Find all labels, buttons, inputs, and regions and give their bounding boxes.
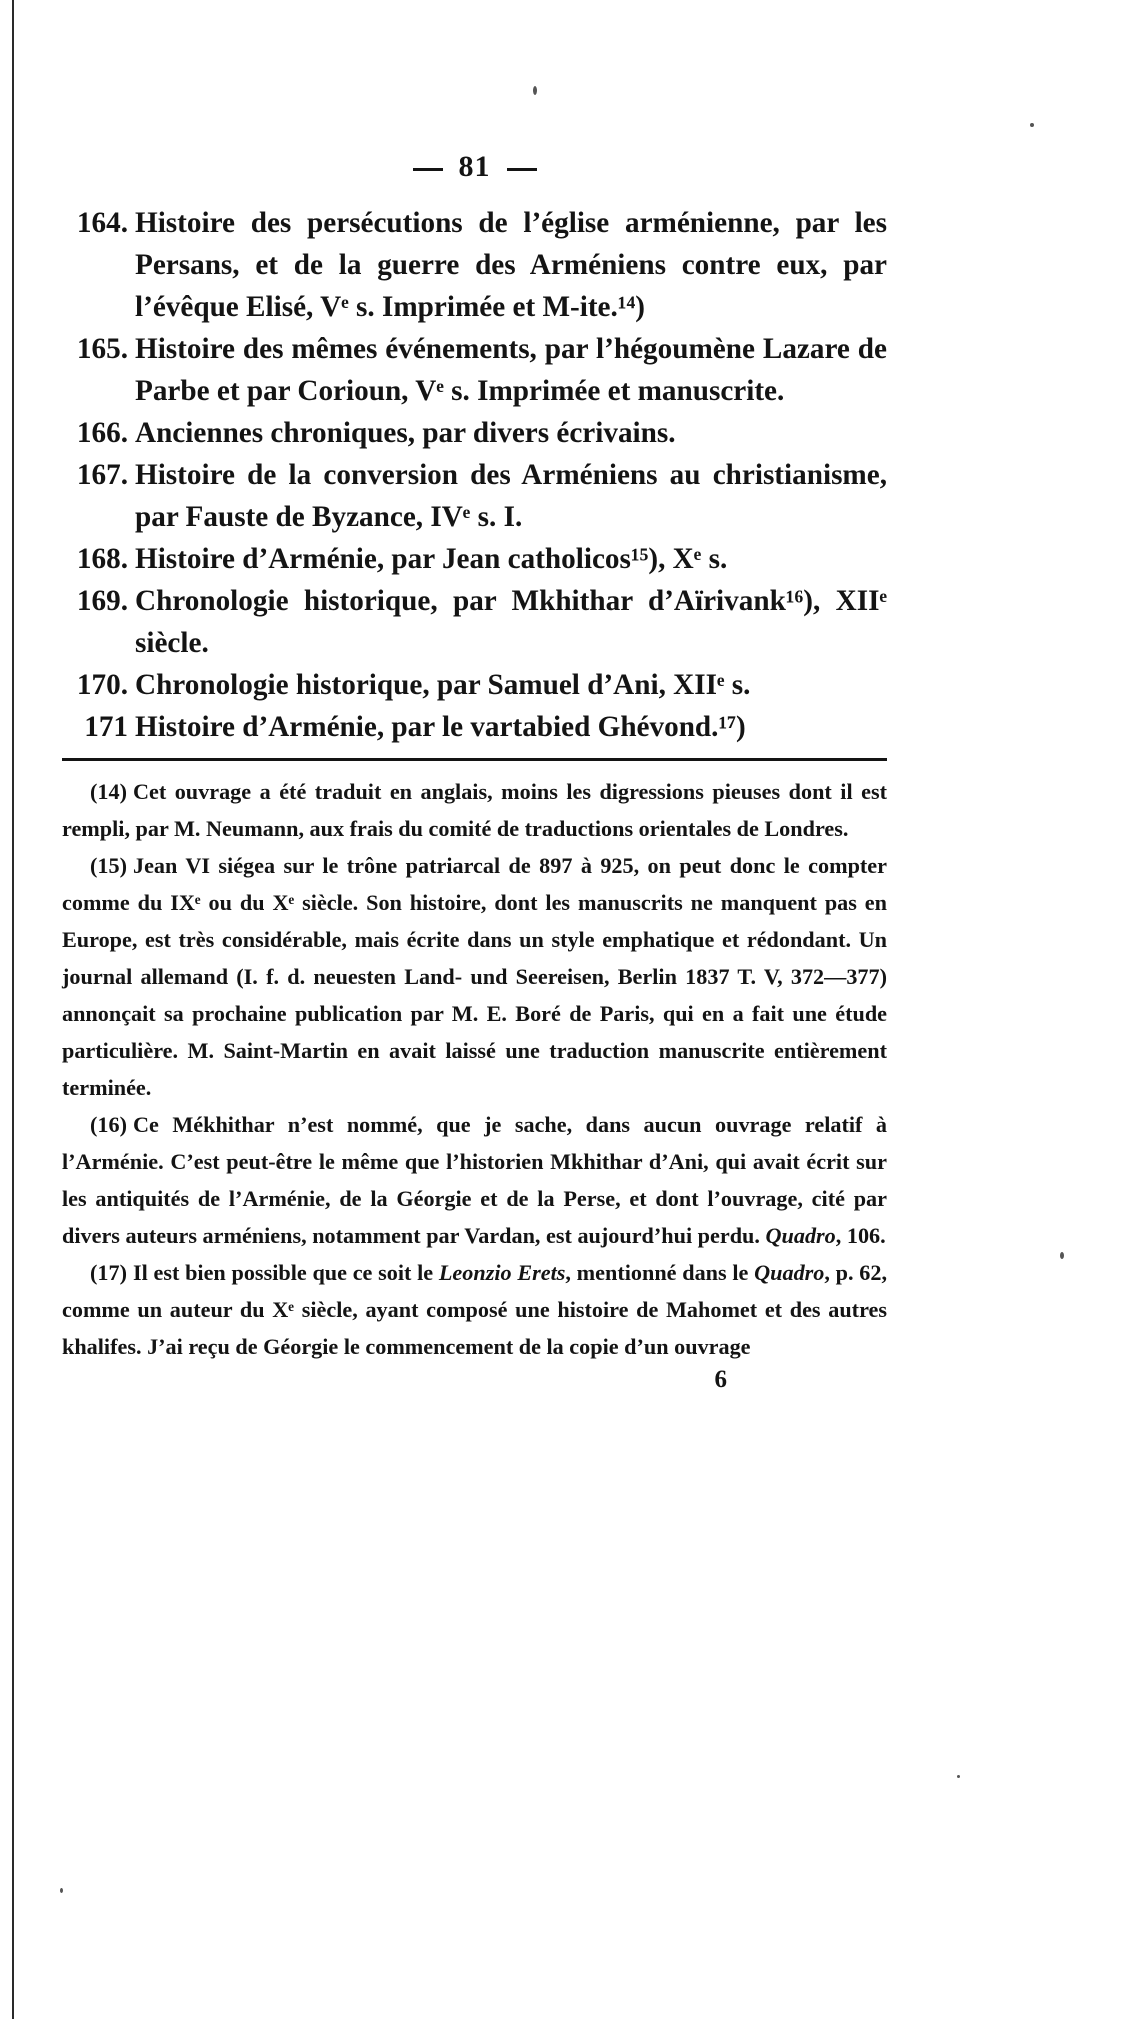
footnote-17 (62, 1254, 887, 1365)
footnote-text: Jean VI siégea sur le trône patriarcal de 897 à 925, on peut donc le compter comme du IXᵉ ou du Xᵉ siècle. Son histoire, dont les manuscrits ne manquent pas en Europe, est très considérable, mais écrite dans un style emphatique et rédondant. Un journal allemand (I. f. d. neuesten Land- und Seereisen, Berlin 1837 T. V, 372—377) annonçait sa prochaine publication par M. E. Boré de Paris, qui en a fait une étude particulière. M. Saint-Martin en avait laissé une traduction manuscrite entièrement terminée. (62, 853, 887, 1100)
footnote-mark: (15) (90, 853, 127, 878)
entry-number: 167. (76, 459, 128, 491)
entry-170 (62, 664, 887, 706)
footnote-mark: (17) (90, 1260, 127, 1285)
entry-171 (62, 706, 887, 748)
entry-text: Histoire d’Arménie, par Jean catholicos¹⁵), Xᵉ s. (135, 543, 728, 575)
header-dash-right (507, 168, 537, 171)
entry-text: Chronologie historique, par Mkhithar d’Aïrivank¹⁶), XIIᵉ siècle. (135, 585, 887, 659)
page-number: 81 (458, 150, 491, 183)
header-dash-left (413, 168, 443, 171)
page (62, 150, 887, 1395)
entry-number: 171 (84, 711, 128, 743)
footnote-italic: Quadro (765, 1223, 836, 1248)
entry-168 (62, 538, 887, 580)
entry-text: Histoire d’Arménie, par le vartabied Ghévond.¹⁷) (135, 711, 746, 743)
footnote-italic: Leonzio Erets (438, 1260, 566, 1285)
footnote-rule (62, 758, 887, 761)
footnote-text: , mentionné dans le (565, 1260, 749, 1285)
entry-text: Anciennes chroniques, par divers écrivains. (135, 417, 676, 449)
footnote-text: Ce Mékhithar n’est nommé, que je sache, dans aucun ouvrage relatif à l’Arménie. C’est peut-être le même que l’historien Mkhithar d’Ani, qui avait écrit sur les antiquités de l’Arménie, de la Géorgie et de la Perse, et dont l’ouvrage, cité par divers auteurs arméniens, notamment par Vardan, est aujourd’hui perdu. (62, 1112, 887, 1248)
entry-164 (62, 202, 887, 328)
entry-number: 170. (76, 669, 128, 701)
signature-mark: 6 (714, 1366, 727, 1393)
page-header (62, 150, 887, 184)
entry-text: Histoire de la conversion des Arméniens au christianisme, par Fauste de Byzance, IVᵉ s. I. (135, 459, 887, 533)
entry-number: 169. (76, 585, 128, 617)
footnote-14 (62, 773, 887, 847)
footnote-15 (62, 847, 887, 1106)
speck (1030, 123, 1034, 127)
entry-number: 164. (76, 207, 128, 239)
speck (1060, 1252, 1064, 1259)
footnote-16 (62, 1106, 887, 1254)
entry-number: 166. (76, 417, 128, 449)
footnote-mark: (14) (90, 779, 127, 804)
entry-text: Chronologie historique, par Samuel d’Ani, XIIᵉ s. (135, 669, 751, 701)
entry-167 (62, 454, 887, 538)
entry-text: Histoire des persécutions de l’église arménienne, par les Persans, et de la guerre des Arméniens contre eux, par l’évêque Elisé, Vᵉ s. Imprimée et M-ite.¹⁴) (135, 207, 887, 323)
footnote-mark: (16) (90, 1112, 127, 1137)
footnote-text: Il est bien possible que ce soit le (132, 1260, 434, 1285)
footnote-text: , 106. (835, 1223, 886, 1248)
footnote-italic: Quadro (754, 1260, 825, 1285)
entry-165 (62, 328, 887, 412)
footnote-text: Cet ouvrage a été traduit en anglais, moins les digressions pieuses dont il est rempli, par M. Neumann, aux frais du comité de traductions orientales de Londres. (62, 779, 887, 841)
entry-list (62, 202, 887, 748)
speck (533, 86, 537, 95)
page-left-edge (12, 0, 14, 2019)
speck (60, 1888, 63, 1893)
entry-number: 165. (76, 333, 128, 365)
entry-166 (62, 412, 887, 454)
entry-text: Histoire des mêmes événements, par l’hégoumène Lazare de Parbe et par Corioun, Vᵉ s. Imprimée et manuscrite. (135, 333, 887, 407)
entry-number: 168. (76, 543, 128, 575)
speck (957, 1775, 960, 1778)
footnotes (62, 773, 887, 1365)
footnote-text: , p. 62, comme un auteur du Xᵉ siècle, ayant composé une histoire de Mahomet et des autres khalifes. J’ai reçu de Géorgie le commencement de la copie d’un ouvrage (62, 1260, 888, 1359)
entry-169 (62, 580, 887, 664)
